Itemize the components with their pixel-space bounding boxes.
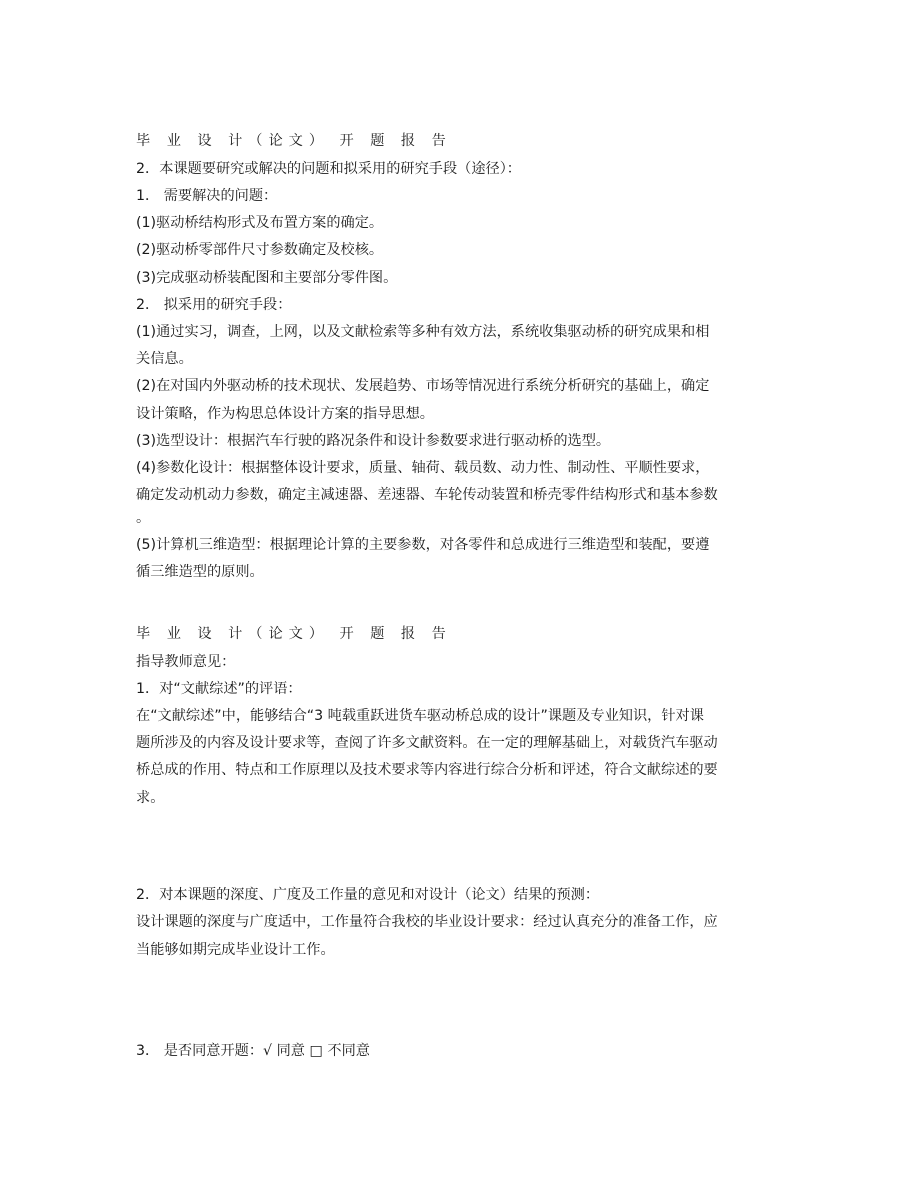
q2-line: 设计课题的深度与广度适中，工作量符合我校的毕业设计要求：经过认真充分的准备工作，应 xyxy=(136,914,718,930)
method-line: 设计策略，作为构思总体设计方案的指导思想。 xyxy=(136,406,434,422)
method-line: (4)参数化设计：根据整体设计要求，质量、轴荷、载员数、动力性、制动性、平顺性要求， xyxy=(136,460,710,476)
q2-heading: 2．对本课题的深度、广度及工作量的意见和对设计（论文）结果的预测： xyxy=(136,887,600,903)
method-line: 循三维造型的原则。 xyxy=(136,564,264,580)
problem-item: (1)驱动桥结构形式及布置方案的确定。 xyxy=(136,215,384,231)
q1-line: 求。 xyxy=(136,790,165,806)
problem-item: (2)驱动桥零部件尺寸参数确定及校核。 xyxy=(136,242,384,258)
q1-heading: 1．对“文献综述”的评语： xyxy=(136,681,302,697)
method-line: 。 xyxy=(136,510,151,526)
research-heading: 2．本课题要研究或解决的问题和拟采用的研究手段（途径）： xyxy=(136,161,521,177)
q2-line: 当能够如期完成毕业设计工作。 xyxy=(136,942,335,958)
report-title: 毕 业 设 计（论文） 开 题 报 告 xyxy=(136,133,452,149)
q3-approval: 3． 是否同意开题：√ 同意 □ 不同意 xyxy=(136,1043,370,1059)
q1-line: 在“文献综述”中，能够结合“3 吨载重跃进货车驱动桥总成的设计”课题及专业知识，针对课 xyxy=(136,708,704,724)
q1-line: 桥总成的作用、特点和工作原理以及技术要求等内容进行综合分析和评述，符合文献综述的要 xyxy=(136,762,718,778)
method-line: 确定发动机动力参数，确定主减速器、差速器、车轮传动装置和桥壳零件结构形式和基本参数 xyxy=(136,487,718,503)
method-line: 关信息。 xyxy=(136,351,193,367)
method-line: (3)选型设计：根据汽车行驶的路况条件和设计参数要求进行驱动桥的选型。 xyxy=(136,433,611,449)
report-title: 毕 业 设 计（论文） 开 题 报 告 xyxy=(136,626,452,642)
method-line: (5)计算机三维造型：根据理论计算的主要参数，对各零件和总成进行三维造型和装配，要遵 xyxy=(136,537,710,553)
advisor-heading: 指导教师意见： xyxy=(136,654,236,670)
method-line: (1)通过实习，调查，上网，以及文献检索等多种有效方法，系统收集驱动桥的研究成果和相 xyxy=(136,324,710,340)
problem-item: (3)完成驱动桥装配图和主要部分零件图。 xyxy=(136,270,398,286)
q1-line: 题所涉及的内容及设计要求等，查阅了许多文献资料。在一定的理解基础上，对载货汽车驱动 xyxy=(136,735,718,751)
methods-heading: 2． 拟采用的研究手段： xyxy=(136,297,292,313)
method-line: (2)在对国内外驱动桥的技术现状、发展趋势、市场等情况进行系统分析研究的基础上，确定 xyxy=(136,378,710,394)
problems-heading: 1． 需要解决的问题： xyxy=(136,188,278,204)
